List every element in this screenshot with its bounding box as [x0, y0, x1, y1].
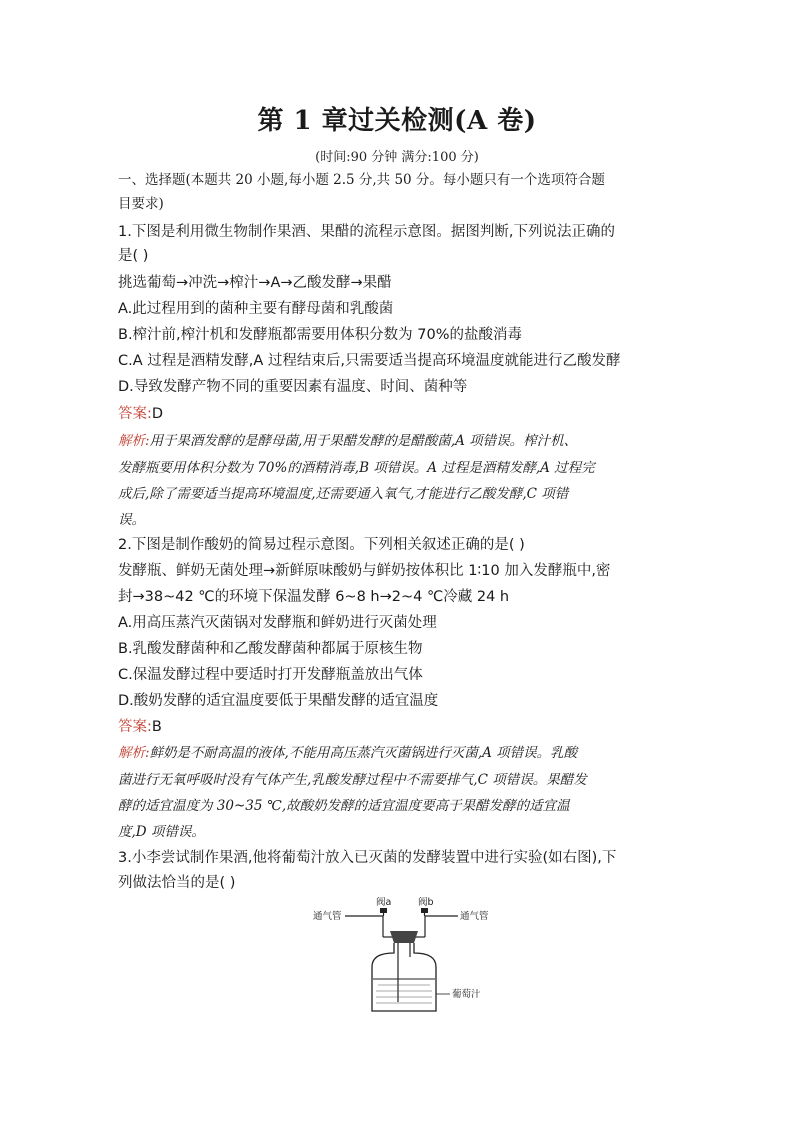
q1-flowchart: 挑选葡萄→冲洗→榨汁→A→乙酸发酵→果醋 [118, 275, 392, 291]
q2-explanation-line [118, 743, 678, 763]
q1-explanation-line: 发酵瓶要用体积分数为 70%的酒精消毒,B 项错误。A 过程是酒精发酵,A 过程完 [118, 460, 595, 476]
q2-flowchart: 发酵瓶、鲜奶无菌处理→新鲜原味酸奶与鲜奶按体积比 1∶10 加入发酵瓶中,密 [118, 563, 611, 579]
q1-answer [118, 404, 678, 424]
fermentation-bottle [372, 943, 436, 1011]
q2-stem: 2.下图是制作酸奶的简易过程示意图。下列相关叙述正确的是( ) [118, 537, 525, 553]
explanation-text: 用于果酒发酵的是酵母菌,用于果醋发酵的是醋酸菌,A 项错误。榨汁机、 [149, 433, 578, 449]
q1-option-d: D.导致发酵产物不同的重要因素有温度、时间、菌种等 [118, 379, 468, 395]
answer-label: 答案: [118, 406, 152, 422]
q2-option-d: D.酸奶发酵的适宜温度要低于果醋发酵的适宜温度 [118, 693, 439, 709]
q2-explanation-line: 度,D 项错误。 [118, 824, 205, 840]
valve-b-icon [421, 908, 428, 913]
section-heading-cont: 目要求) [118, 196, 164, 212]
q2-option-c: C.保温发酵过程中要适时打开发酵瓶盖放出气体 [118, 667, 423, 683]
page-title: 第 1 章过关检测(A 卷) [257, 106, 537, 136]
q1-explanation-line: 误。 [118, 512, 145, 528]
q2-explanation-line: 酵的适宜温度为 30~35 ℃,故酸奶发酵的适宜温度要高于果醋发酵的适宜温 [118, 798, 570, 814]
q2-option-a: A.用高压蒸汽灭菌锅对发酵瓶和鲜奶进行灭菌处理 [118, 615, 437, 631]
answer-value: B [151, 719, 162, 735]
q2-explanation-line: 菌进行无氧呼吸时没有气体产生,乳酸发酵过程中不需要排气,C 项错误。果醋发 [118, 772, 587, 788]
explanation-label: 解析: [118, 745, 150, 761]
q2-flowchart-cont: 封→38~42 ℃的环境下保温发酵 6~8 h→2~4 ℃冷藏 24 h [118, 589, 510, 605]
q1-explanation-line [118, 431, 678, 451]
q1-option-c: C.A 过程是酒精发酵,A 过程结束后,只需要适当提高环境温度就能进行乙酸发酵 [118, 353, 621, 369]
q1-stem: 1.下图是利用微生物制作果酒、果醋的流程示意图。据图判断,下列说法正确的 [118, 224, 615, 240]
q2-answer [118, 717, 678, 737]
q2-option-b: B.乳酸发酵菌种和乙酸发酵菌种都属于原核生物 [118, 641, 423, 657]
answer-label: 答案: [118, 719, 152, 735]
valve-a-label: 阀a [376, 897, 392, 908]
q1-stem-cont: 是( ) [118, 248, 149, 264]
section-heading: 一、选择题(本题共 20 小题,每小题 2.5 分,共 50 分。每小题只有一个选项符合题 [118, 172, 605, 188]
q3-stem: 3.小李尝试制作果酒,他将葡萄汁放入已灭菌的发酵装置中进行实验(如右图),下 [118, 850, 617, 866]
q1-explanation-line: 成后,除了需要适当提高环境温度,还需要通入氧气,才能进行乙酸发酵,C 项错 [118, 486, 569, 502]
bottle-stopper [390, 931, 418, 943]
fermentation-apparatus-diagram [310, 897, 490, 1017]
left-tube-label: 通气管 [313, 911, 342, 922]
answer-value: D [151, 406, 164, 422]
q1-option-a: A.此过程用到的菌种主要有酵母菌和乳酸菌 [118, 301, 394, 317]
right-tube-label: 通气管 [460, 911, 489, 922]
q3-stem-cont: 列做法恰当的是( ) [118, 875, 236, 891]
valve-a-icon [380, 908, 387, 913]
exam-info: (时间:90 分钟 满分:100 分) [315, 150, 479, 165]
explanation-label: 解析: [118, 433, 150, 449]
juice-label: 葡萄汁 [452, 989, 481, 1000]
explanation-text: 鲜奶是不耐高温的液体,不能用高压蒸汽灭菌锅进行灭菌,A 项错误。乳酸 [149, 745, 578, 761]
valve-b-label: 阀b [418, 897, 434, 908]
q1-option-b: B.榨汁前,榨汁机和发酵瓶都需要用体积分数为 70%的盐酸消毒 [118, 327, 523, 343]
